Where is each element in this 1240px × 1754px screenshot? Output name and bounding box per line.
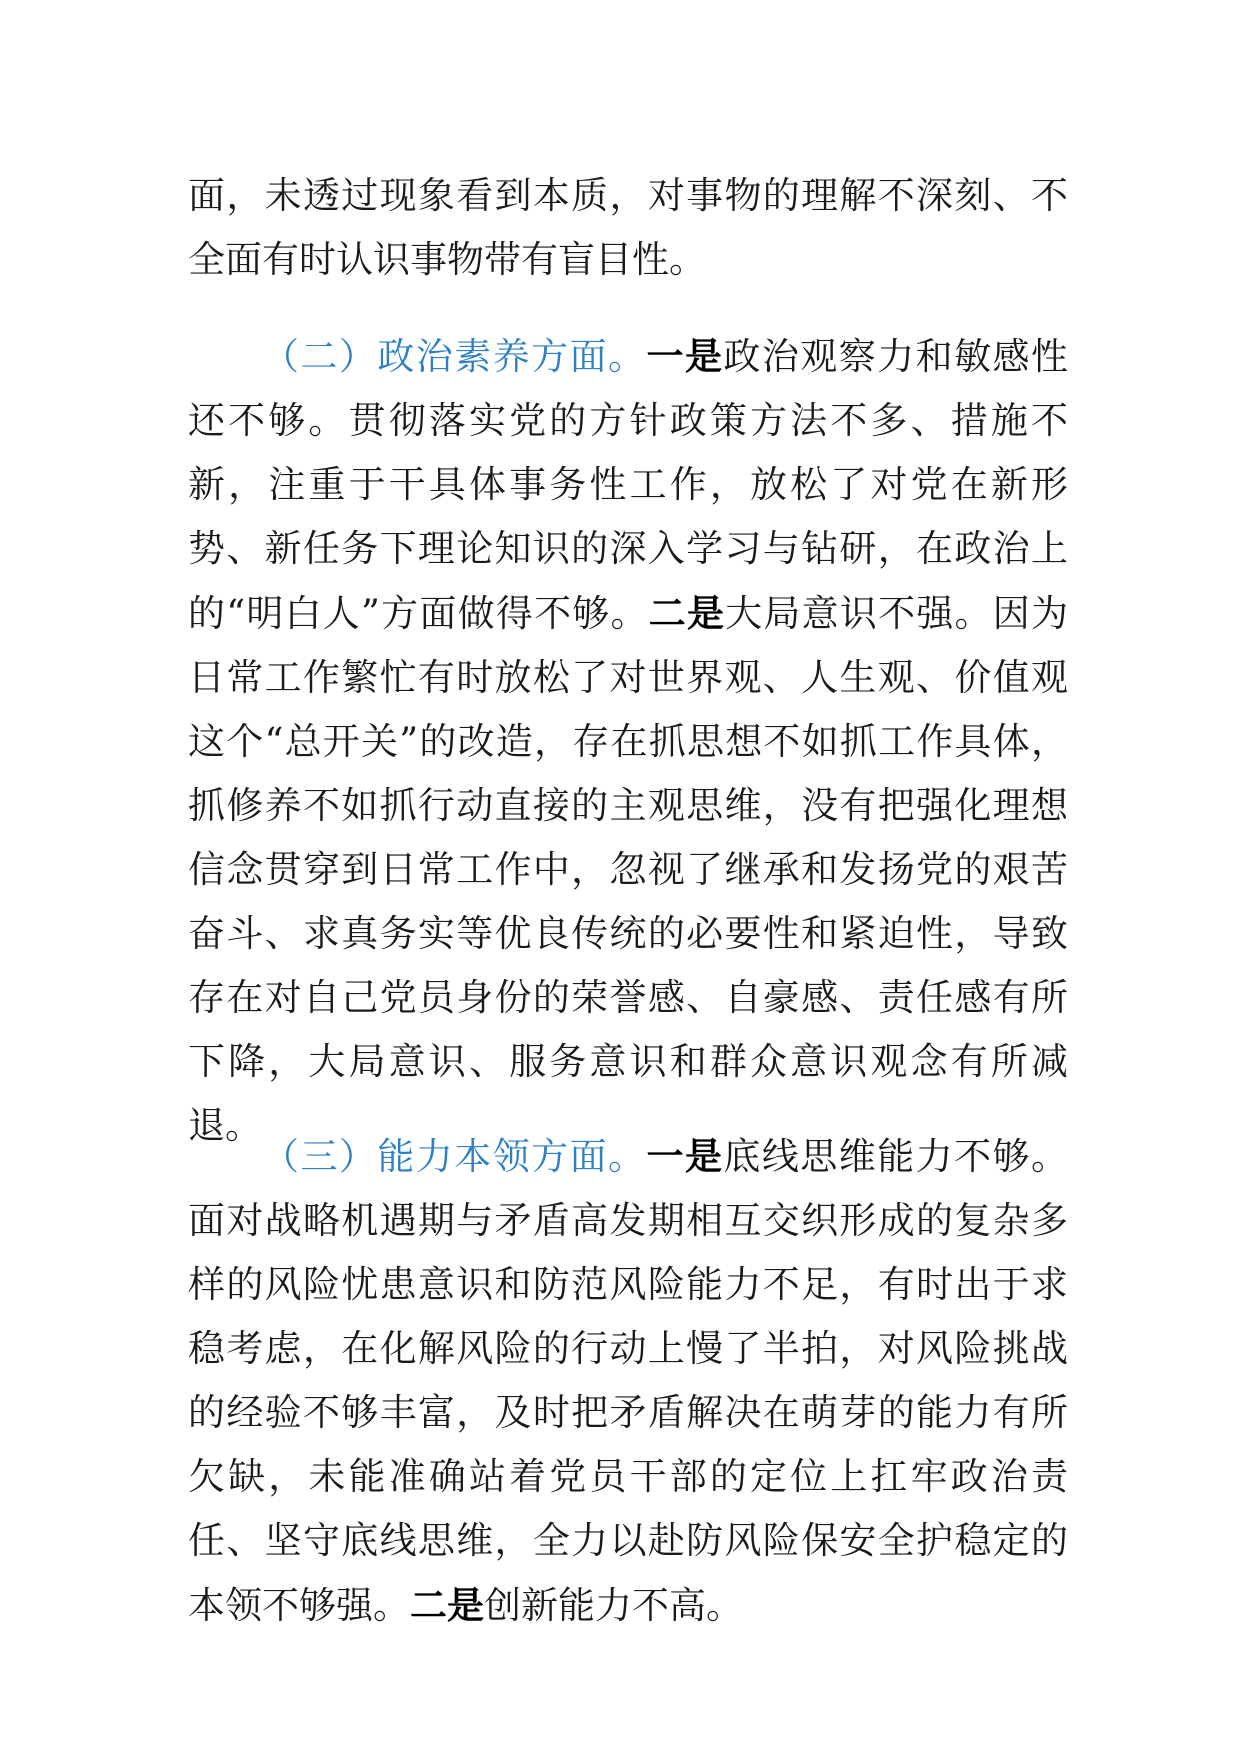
paragraph-political-quality bbox=[188, 324, 1068, 1158]
keyword-first: 一是 bbox=[646, 1134, 724, 1178]
body-text: 底线思维能力不够。面对战略机遇期与矛盾高发期相互交织形成的复杂多样的风险忧患意识和防范风险能力不足，有时出于求稳考虑，在化解风险的行动上慢了半拍，对风险挑战的经验不够丰富，及时把矛盾解决在萌芽的能力有所欠缺，未能准确站着党员干部的定位上扛牢政治责任、坚守底线思维，全力以赴防风险保安全护稳定的本领不够强。 bbox=[188, 1135, 1069, 1627]
section-heading: （二）政治素养方面。 bbox=[262, 335, 647, 378]
paragraph-capability bbox=[188, 1124, 1068, 1638]
keyword-second: 二是 bbox=[648, 591, 726, 635]
paragraph-continuation bbox=[188, 164, 1068, 292]
keyword-second: 二是 bbox=[410, 1583, 484, 1627]
body-text: 大局意识不强。因为日常工作繁忙有时放松了对世界观、人生观、价值观这个“总开关”的改造，存在抓思想不如抓工作具体，抓修养不如抓行动直接的主观思维，没有把强化理想信念贯穿到日常工作中，忽视了继承和发扬党的艰苦奋斗、求真务实等优良传统的必要性和紧迫性，导致存在对自己党员身份的荣誉感、自豪感、责任感有所下降，大局意识、服务意识和群众意识观念有所减退。 bbox=[188, 592, 1068, 1147]
body-text: 创新能力不高。 bbox=[484, 1584, 743, 1627]
body-text: 面，未透过现象看到本质，对事物的理解不深刻、不全面有时认识事物带有盲目性。 bbox=[188, 174, 1068, 281]
keyword-first: 一是 bbox=[646, 334, 724, 378]
section-heading: （三）能力本领方面。 bbox=[262, 1135, 647, 1178]
body-text: 政治观察力和敏感性还不够。贯彻落实党的方针政策方法不多、措施不新，注重于干具体事务性工作，放松了对党在新形势、新任务下理论知识的深入学习与钻研，在政治上的“明白人”方面做得不够。 bbox=[188, 335, 1069, 635]
document-page bbox=[188, 0, 1068, 1754]
